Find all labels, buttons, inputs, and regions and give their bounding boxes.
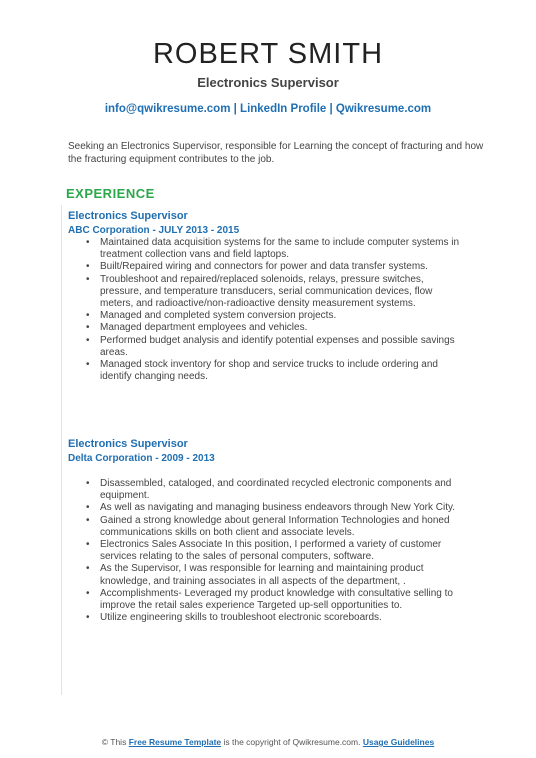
bullet-icon: • [86,359,90,371]
bullet-text: Maintained data acquisition systems for the same to include computer systems in treatment collection vans and field laptops. [100,237,460,261]
job-title: Electronics Supervisor [68,438,188,450]
bullet-item [68,237,468,261]
bullet-item [68,274,468,311]
footer-copyright [0,737,536,747]
bullet-text: Managed and completed system conversion projects. [100,310,337,322]
footer-middle: is the copyright of Qwikresume.com. [221,737,363,747]
website-link[interactable]: Qwikresume.com [335,103,432,115]
bullet-icon: • [86,612,90,624]
bullet-text: Managed stock inventory for shop and service trucks to include ordering and identify changing needs. [100,359,438,383]
bullet-icon: • [86,322,90,334]
job-bullets [68,478,468,624]
job-entry [68,438,468,624]
bullet-item [68,539,468,563]
job-company-dates: Delta Corporation - 2009 - 2013 [68,453,215,464]
bullet-item [68,502,468,514]
bullet-icon: • [86,539,90,551]
bullet-text: Disassembled, cataloged, and coordinated recycled electronic components and equipment. [100,478,452,502]
bullet-icon: • [86,587,90,599]
bullet-item [68,478,468,502]
contact-line [0,103,536,115]
bullet-item [68,612,468,624]
bullet-item [68,588,468,612]
bullet-icon: • [86,514,90,526]
bullet-icon: • [86,261,90,273]
bullet-item [68,563,468,587]
bullet-item [68,335,468,359]
bullet-text: Gained a strong knowledge about general Information Technologies and honed communications skills on both client and associate levels. [100,514,450,538]
bullet-icon: • [86,478,90,489]
job-entry [68,210,468,383]
bullet-icon: • [86,310,90,322]
bullet-icon: • [86,502,90,514]
candidate-name: ROBERT SMITH [152,38,384,70]
summary-text: Seeking an Electronics Supervisor, responsible for Learning the concept of fracturing and how the fracturing equipment contributes to the job. [68,141,484,165]
bullet-text: As the Supervisor, I was responsible for learning and maintaining product knowledge, and training associates in all aspects of the department, . [100,563,424,587]
experience-heading: EXPERIENCE [66,186,155,201]
bullet-text: Troubleshoot and repaired/replaced solenoids, relays, pressure switches, pressure, and temperature transducers, serial communication devices, flow meters, and radioactive/non-radioactive density measurement systems. [100,273,433,310]
bullet-icon: • [86,237,90,248]
free-resume-template-link[interactable]: Free Resume Template [128,737,222,747]
candidate-title: Electronics Supervisor [197,75,339,90]
linkedin-link[interactable]: LinkedIn Profile [240,103,327,115]
email-link[interactable]: info@qwikresume.com [104,103,231,115]
usage-guidelines-link[interactable]: Usage Guidelines [362,737,435,747]
bullet-text: Utilize engineering skills to troubleshoot electronic scoreboards. [100,612,382,624]
job-company-dates: ABC Corporation - JULY 2013 - 2015 [68,225,240,236]
bullet-icon: • [86,273,90,285]
contact-separator: | [230,103,241,115]
bullet-text: Built/Repaired wiring and connectors for power and data transfer systems. [100,261,428,273]
section-divider [61,205,62,695]
bullet-item [68,310,468,322]
job-title: Electronics Supervisor [68,210,188,222]
bullet-text: As well as navigating and managing business endeavors through New York City. [100,502,456,514]
bullet-text: Managed department employees and vehicles. [100,322,308,334]
bullet-item [68,261,468,273]
job-bullets [68,237,468,383]
bullet-icon: • [86,563,90,575]
bullet-text: Electronics Sales Associate In this position, I performed a variety of customer services relating to the sales of personal computers, software. [100,539,442,563]
bullet-text: Performed budget analysis and identify potential expenses and possible savings areas. [100,334,455,358]
contact-separator: | [326,103,336,115]
bullet-icon: • [86,334,90,346]
bullet-item [68,359,468,383]
footer-prefix: © This [101,737,129,747]
bullet-item [68,322,468,334]
bullet-text: Accomplishments- Leveraged my product knowledge with consultative selling to improve the retail sales experience Targeted up-sell opportunities to. [100,587,453,612]
bullet-item [68,515,468,539]
